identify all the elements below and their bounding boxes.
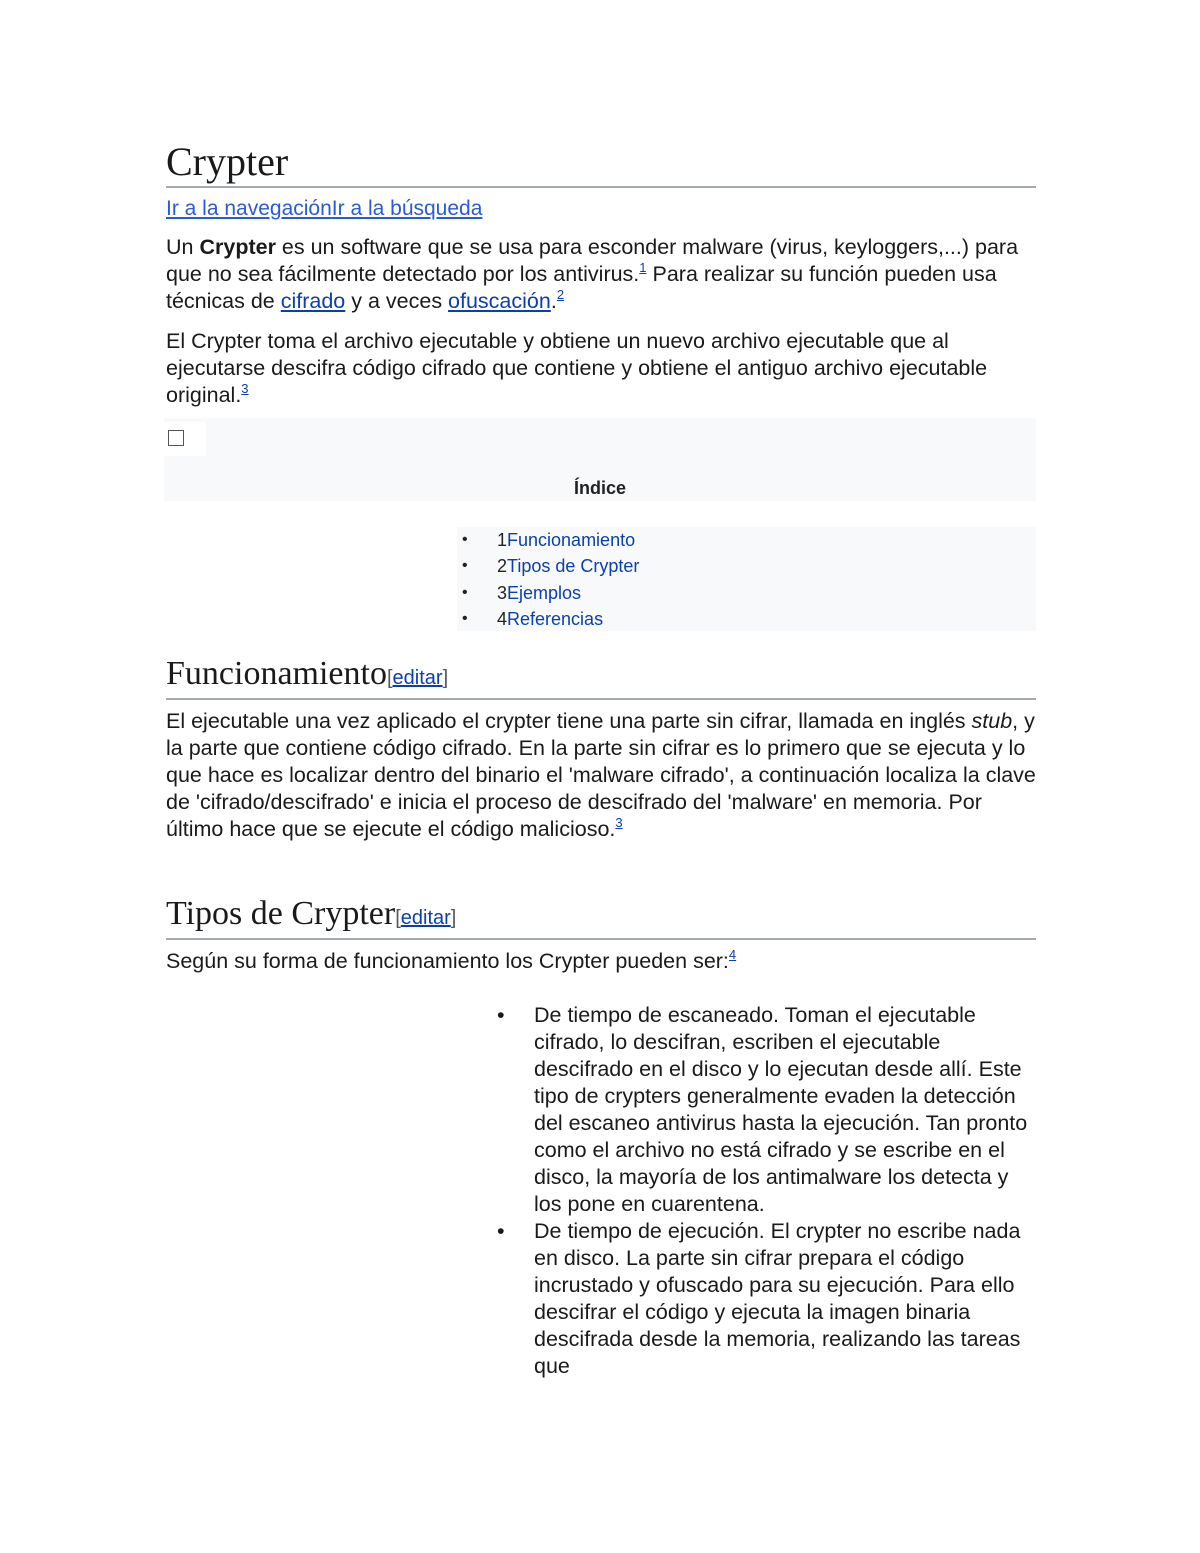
reference-4[interactable] — [729, 947, 736, 962]
intro-text: Para realizar su función pueden usa técnicas de — [166, 262, 997, 313]
edit-bracket: ] — [450, 907, 457, 929]
list-item: • De tiempo de escaneado. Toman el ejecutable cifrado, lo descifran, escriben el ejecutable descifrado en el disco y lo ejecutan desde allí. Este tipo de crypters generalmente evaden la detección del escaneo antivirus hasta la ejecución. Tan pronto como el archivo no está cifrado y se escribe en el disco, la mayoría de los antimalware los detecta y los pone en cuarentena. — [491, 1002, 1036, 1218]
tipos-paragraph — [166, 948, 1036, 975]
edit-bracket: [ — [395, 907, 401, 929]
intro-paragraph-1 — [166, 234, 1036, 315]
toc-item[interactable] — [457, 553, 1036, 579]
checkbox-icon[interactable] — [168, 430, 184, 446]
intro-term: Crypter — [199, 235, 276, 259]
toc-item[interactable] — [457, 606, 1036, 632]
edit-bracket: ] — [442, 667, 449, 689]
edit-bracket: [ — [386, 667, 393, 689]
jump-to-navigation-link[interactable]: Ir a la navegación — [166, 197, 332, 220]
reference-3[interactable] — [241, 381, 248, 396]
edit-link[interactable]: editar — [400, 907, 451, 929]
toc-item-number: 4 — [497, 608, 508, 629]
intro-text: Un — [166, 235, 200, 259]
funcionamiento-paragraph — [166, 708, 1036, 843]
body-text: El ejecutable una vez aplicado el crypter tiene una parte sin cifrar, llamada en inglés — [166, 709, 972, 733]
intro-text: es un software que se usa para esconder malware (virus, keyloggers,...) para que no sea fácilmente detectado por los antivirus. — [166, 235, 1019, 286]
section-heading-text: Funcionamiento — [166, 655, 387, 692]
edit-section — [387, 667, 448, 689]
jump-links — [166, 196, 482, 222]
section-heading-text: Tipos de Crypter — [166, 895, 396, 932]
toc-list — [457, 527, 1036, 631]
list-item: • De tiempo de ejecución. El crypter no escribe nada en disco. La parte sin cifrar prepara el código incrustado y ofuscado para su ejecución. Para ello descifrar el código y ejecuta la imagen binaria descifrada desde la memoria, realizando las tareas que — [491, 1218, 1036, 1380]
page-title: Crypter — [166, 136, 1036, 188]
edit-link[interactable]: editar — [392, 667, 443, 689]
toc-link-referencias[interactable]: Referencias — [507, 608, 604, 629]
toc-title: Índice — [573, 478, 626, 498]
toc-toggle[interactable] — [164, 422, 206, 456]
toc-link-tipos[interactable]: Tipos de Crypter — [507, 556, 640, 577]
reference-link[interactable]: 2 — [556, 287, 565, 302]
toc-link-ejemplos[interactable]: Ejemplos — [507, 582, 582, 603]
intro-text: . — [550, 289, 557, 313]
reference-link[interactable]: 4 — [728, 947, 737, 962]
crypter-types-list — [491, 1002, 1036, 1380]
section-heading-funcionamiento — [166, 654, 1036, 700]
intro-text: El Crypter toma el archivo ejecutable y obtiene un nuevo archivo ejecutable que al ejecutarse descifra código cifrado que contiene y obtiene el antiguo archivo ejecutable original. — [166, 329, 988, 407]
edit-section — [395, 907, 456, 929]
toc-item-number: 1 — [497, 530, 508, 550]
reference-3[interactable] — [615, 815, 622, 830]
ofuscacion-link[interactable]: ofuscación — [448, 289, 551, 313]
toc-item[interactable] — [457, 580, 1036, 606]
cifrado-link[interactable]: cifrado — [280, 289, 346, 313]
toc-item-number: 3 — [497, 582, 508, 603]
body-emphasis: stub — [971, 709, 1013, 733]
section-heading-tipos — [166, 894, 1036, 940]
intro-text: y a veces — [345, 289, 449, 313]
reference-link[interactable]: 1 — [639, 260, 647, 275]
reference-1[interactable] — [639, 260, 646, 275]
intro-paragraph-2 — [166, 328, 1036, 409]
reference-link[interactable]: 3 — [615, 815, 623, 830]
body-text: , y la parte que contiene código cifrado. En la parte sin cifrar es lo primero que se ejecuta y lo que hace es localizar dentro del binario el 'malware cifrado', a continuación localiza la clave de 'cifrado/descifrado' e inicia el proceso de descifrado del 'malware' en memoria. Por último hace que se ejecute el código malicioso. — [166, 709, 1036, 841]
toc-item-number: 2 — [497, 556, 508, 577]
reference-link[interactable]: 3 — [241, 381, 249, 396]
toc-item[interactable] — [457, 527, 1036, 553]
toc-link-funcionamiento[interactable]: Funcionamiento — [507, 530, 636, 550]
reference-2[interactable] — [557, 287, 564, 302]
jump-to-search-link[interactable]: Ir a la búsqueda — [331, 197, 483, 220]
toc-header — [164, 418, 1036, 501]
body-text: Según su forma de funcionamiento los Crypter pueden ser: — [166, 949, 729, 973]
